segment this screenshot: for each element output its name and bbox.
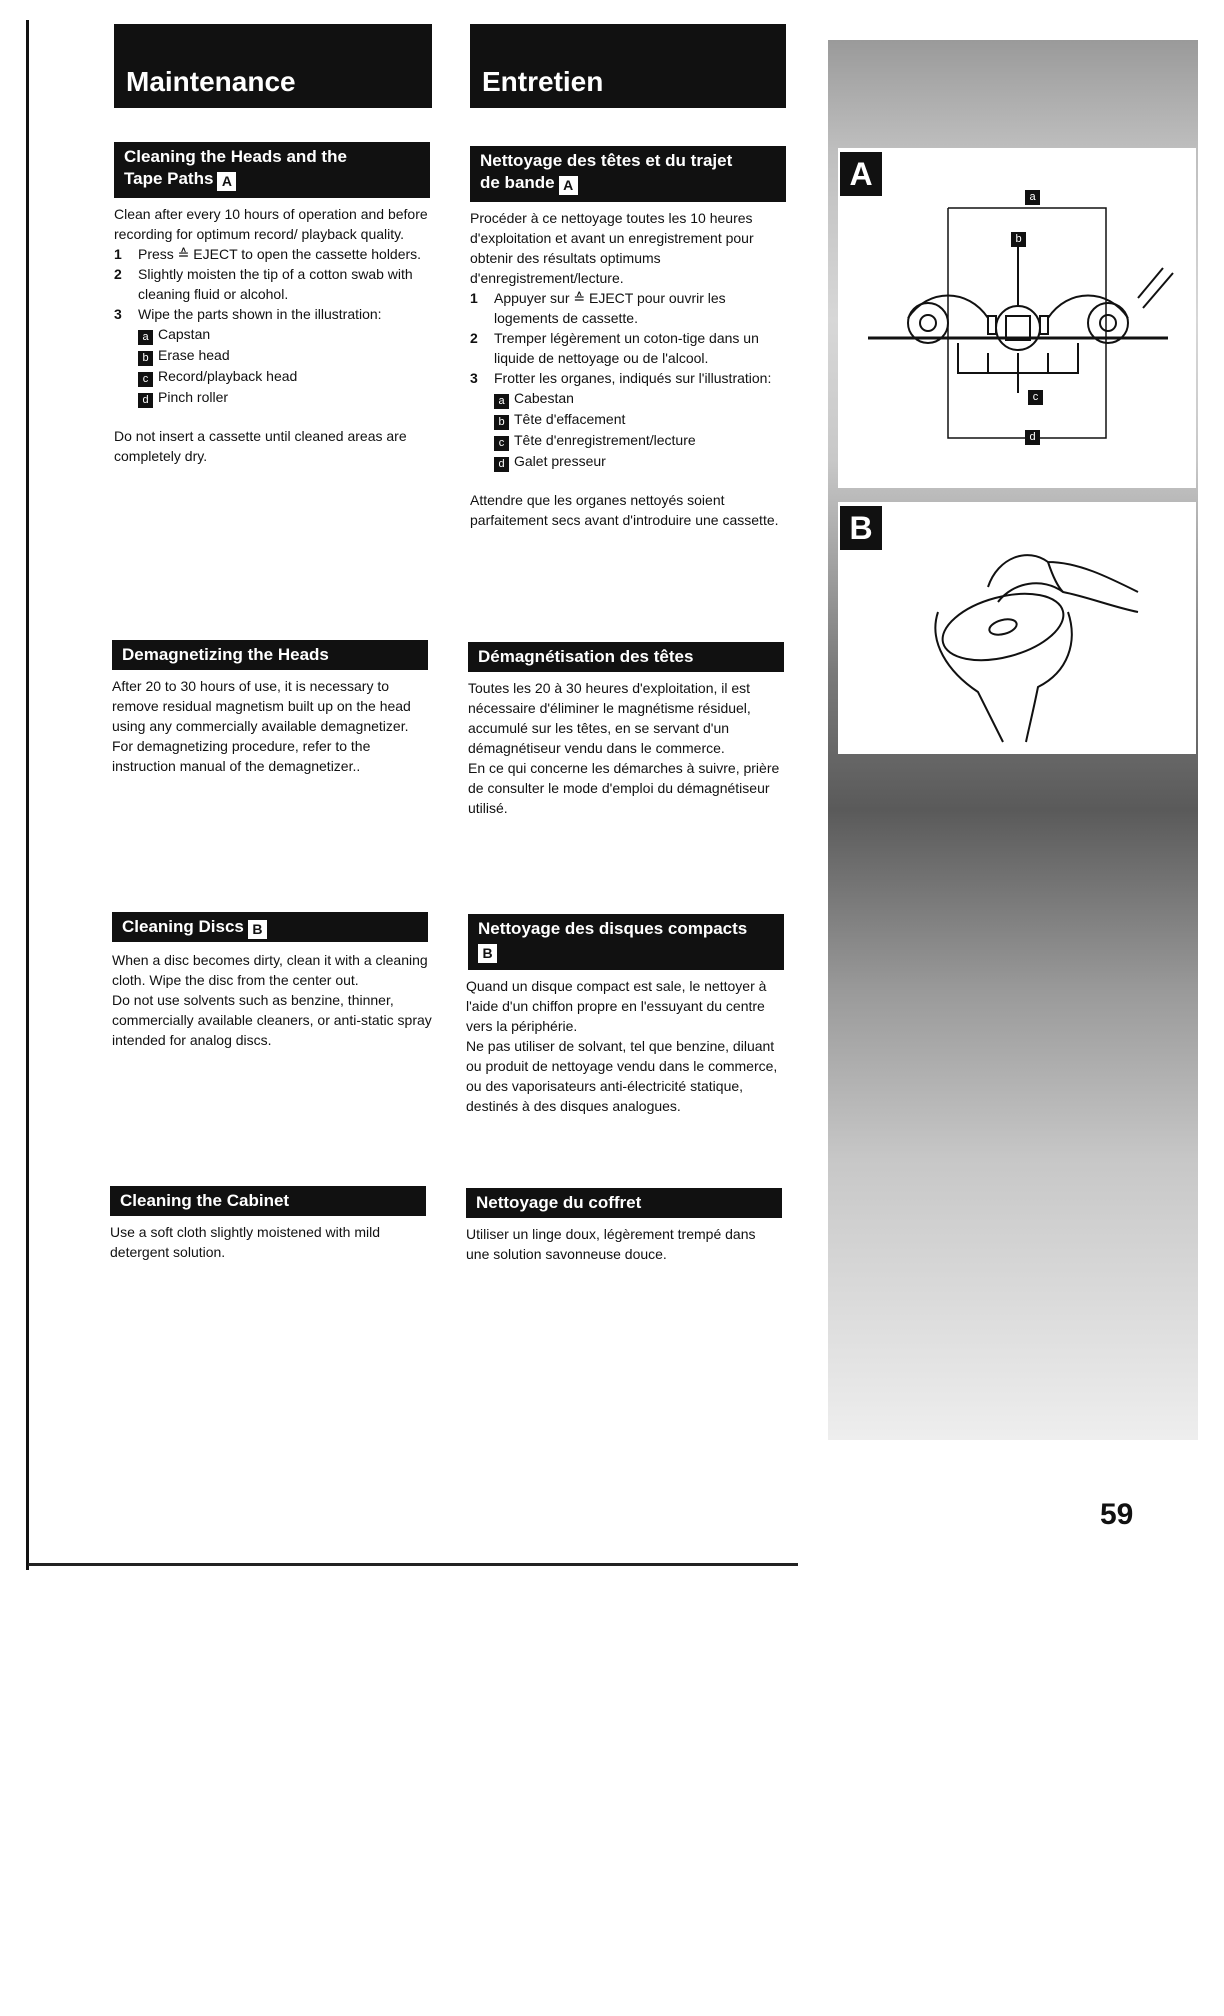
en-heading-cleaning-discs: [112, 912, 428, 942]
step-number: 3: [470, 370, 478, 386]
fr-heading-demagnetizing: [468, 642, 784, 672]
paragraph: When a disc becomes dirty, clean it with a cleaning cloth. Wipe the disc from the center out.: [112, 952, 428, 988]
heading-text: Cleaning the Cabinet: [120, 1191, 290, 1210]
title-bar-en: [114, 24, 432, 108]
en-section-demagnetizing: [112, 676, 432, 776]
heading-text: Nettoyage des disques compacts: [478, 919, 748, 938]
step-text: Slightly moisten the tip of a cotton swab with cleaning fluid or alcohol.: [138, 266, 413, 302]
fr-heading-cleaning-discs: [468, 914, 784, 970]
paragraph: After 20 to 30 hours of use, it is necessary to remove residual magnetism built up on the head using any commercially available demagnetizer.: [112, 678, 411, 734]
intro-text: Clean after every 10 hours of operation and before recording for optimum record/ playback quality.: [114, 206, 428, 242]
step-number: 2: [470, 330, 478, 346]
part-item: [114, 366, 434, 387]
callout-b: b: [1011, 232, 1026, 247]
part-label: Tête d'effacement: [514, 411, 626, 427]
callout-a: a: [1025, 190, 1040, 205]
step-item: [470, 328, 788, 368]
figure-ref-badge: B: [248, 920, 267, 939]
heading-text: Démagnétisation des têtes: [478, 647, 694, 666]
figure-a-label: A: [840, 152, 882, 196]
part-key: a: [494, 394, 509, 409]
part-key: b: [494, 415, 509, 430]
step-item: [470, 368, 788, 388]
part-key: c: [494, 436, 509, 451]
step-number: 2: [114, 266, 122, 282]
part-key: a: [138, 330, 153, 345]
figure-ref-badge: A: [559, 176, 578, 195]
step-number: 1: [114, 246, 122, 262]
tape-deck-head-diagram: [838, 148, 1196, 488]
page-title-en: Maintenance: [126, 66, 296, 97]
en-heading-demagnetizing: [112, 640, 428, 670]
step-item: [114, 244, 434, 264]
part-label: Erase head: [158, 347, 230, 363]
paragraph: Do not use solvents such as benzine, thinner, commercially available cleaners, or anti-static spray intended for analog discs.: [112, 992, 432, 1048]
step-text: Tremper légèrement un coton-tige dans un liquide de nettoyage ou de l'alcool.: [494, 330, 759, 366]
heading-text: Cleaning Discs: [122, 917, 244, 936]
callout-d: d: [1025, 430, 1040, 445]
paragraph: Utiliser un linge doux, légèrement trempé dans une solution savonneuse douce.: [466, 1226, 756, 1262]
en-section-cleaning-cabinet: [110, 1222, 410, 1262]
figure-b: [838, 502, 1196, 754]
step-number: 1: [470, 290, 478, 306]
paragraph: En ce qui concerne les démarches à suivre, prière de consulter le mode d'emploi du démagnétiseur utilisé.: [468, 760, 780, 816]
fr-section-cleaning-discs: [466, 976, 788, 1116]
part-label: Record/playback head: [158, 368, 298, 384]
page-title-fr: Entretien: [482, 66, 604, 97]
step-text: Frotter les organes, indiqués sur l'illustration:: [494, 370, 772, 386]
heading-line: Cleaning the Heads and the: [124, 147, 347, 166]
part-item: [114, 324, 434, 345]
fr-section-demagnetizing: [468, 678, 790, 818]
step-text: Appuyer sur ≙ EJECT pour ouvrir les logements de cassette.: [494, 290, 726, 326]
title-bar-fr: [470, 24, 786, 108]
part-item: [114, 345, 434, 366]
step-item: [114, 264, 434, 304]
page-number: 59: [1100, 1498, 1134, 1531]
bottom-rule: [28, 1563, 798, 1566]
step-number: 3: [114, 306, 122, 322]
paragraph: For demagnetizing procedure, refer to the instruction manual of the demagnetizer..: [112, 738, 371, 774]
paragraph: Quand un disque compact est sale, le nettoyer à l'aide d'un chiffon propre en l'essuyant du centre vers la périphérie.: [466, 978, 767, 1034]
en-section-cleaning-discs: [112, 950, 434, 1050]
part-key: d: [138, 393, 153, 408]
left-margin-rule: [26, 20, 29, 1570]
en-section-cleaning-heads: [114, 204, 434, 466]
heading-line: Tape Paths: [124, 169, 214, 188]
part-item: [470, 451, 788, 472]
heading-text: Demagnetizing the Heads: [122, 645, 329, 664]
step-item: [470, 288, 788, 328]
part-item: [470, 409, 788, 430]
paragraph: Use a soft cloth slightly moistened with mild detergent solution.: [110, 1224, 380, 1260]
fr-heading-cleaning-heads: [470, 146, 786, 202]
figure-ref-badge: B: [478, 944, 497, 963]
fr-heading-cleaning-cabinet: [466, 1188, 782, 1218]
fr-section-cleaning-cabinet: [466, 1224, 776, 1264]
part-item: [114, 387, 434, 408]
part-label: Capstan: [158, 326, 211, 342]
paragraph: Toutes les 20 à 30 heures d'exploitation, il est nécessaire d'éliminer le magnétisme résiduel, accumulé sur les têtes, en se servant d'un démagnétiseur vendu dans le commerce.: [468, 680, 751, 756]
en-heading-cleaning-cabinet: [110, 1186, 426, 1216]
figure-a: [838, 148, 1196, 488]
disc-cleaning-illustration: [838, 502, 1196, 754]
step-text: Wipe the parts shown in the illustration:: [138, 306, 382, 322]
note-text: Attendre que les organes nettoyés soient parfaitement secs avant d'introduire une cassette.: [470, 492, 779, 528]
heading-text: Nettoyage du coffret: [476, 1193, 642, 1212]
part-key: b: [138, 351, 153, 366]
part-item: [470, 430, 788, 451]
part-label: Cabestan: [514, 390, 574, 406]
figure-ref-badge: A: [217, 172, 236, 191]
part-key: c: [138, 372, 153, 387]
part-key: d: [494, 457, 509, 472]
en-heading-cleaning-heads: [114, 142, 430, 198]
figure-b-label: B: [840, 506, 882, 550]
step-item: [114, 304, 434, 324]
part-label: Galet presseur: [514, 453, 606, 469]
fr-section-cleaning-heads: [470, 208, 788, 530]
part-item: [470, 388, 788, 409]
callout-c: c: [1028, 390, 1043, 405]
heading-line: Nettoyage des têtes et du trajet: [480, 151, 733, 170]
paragraph: Ne pas utiliser de solvant, tel que benzine, diluant ou produit de nettoyage vendu dans le commerce, ou des vaporisateurs anti-électricité statique, destinés à des disques analogues.: [466, 1038, 778, 1114]
heading-line: de bande: [480, 173, 555, 192]
part-label: Pinch roller: [158, 389, 229, 405]
part-label: Tête d'enregistrement/lecture: [514, 432, 696, 448]
note-text: Do not insert a cassette until cleaned areas are completely dry.: [114, 428, 407, 464]
intro-text: Procéder à ce nettoyage toutes les 10 heures d'exploitation et avant un enregistrement pour obtenir des résultats optimums d'enregistrement/lecture.: [470, 210, 754, 286]
step-text: Press ≙ EJECT to open the cassette holders.: [138, 246, 422, 262]
